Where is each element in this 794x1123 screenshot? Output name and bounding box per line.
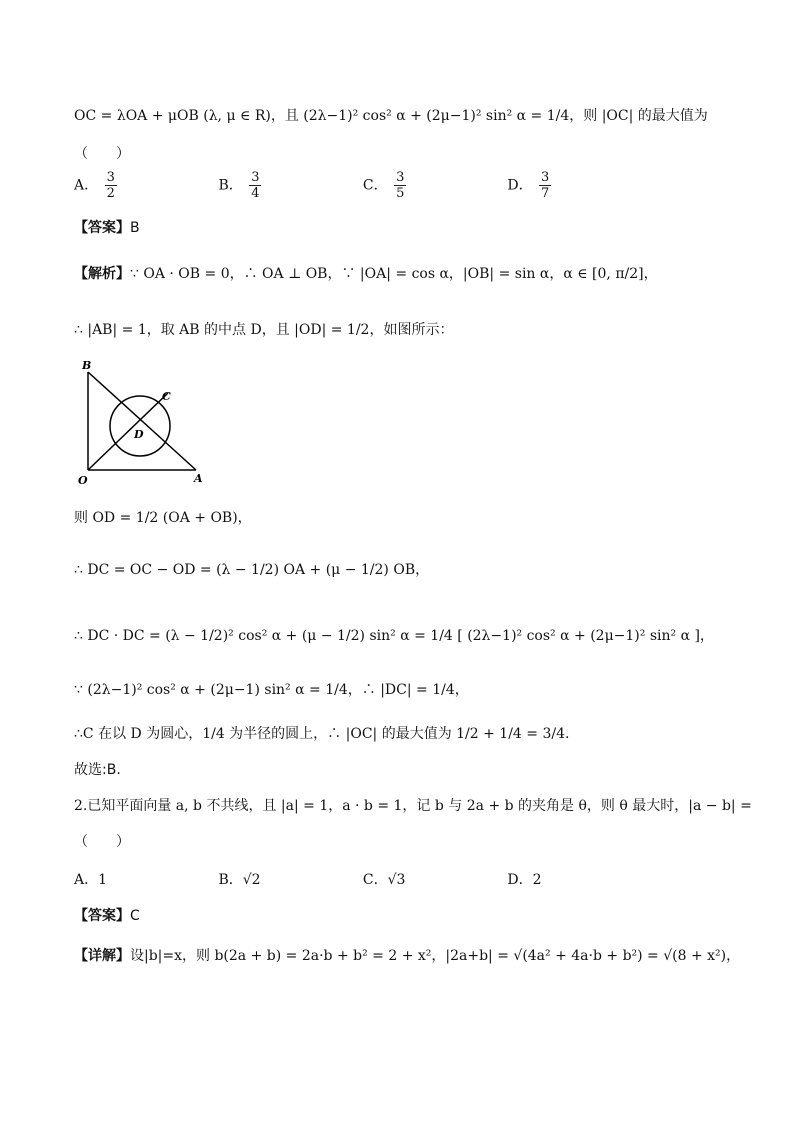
- label-o: O: [78, 474, 88, 487]
- q2-blank: （ ）: [74, 834, 130, 850]
- numerator: 3: [396, 170, 405, 185]
- q2-option-c[interactable]: [363, 870, 503, 890]
- segment-od: [88, 393, 168, 470]
- q1-option-a[interactable]: [74, 170, 214, 201]
- answer-tag: 【答案】: [74, 908, 130, 924]
- option-fraction: [249, 170, 261, 201]
- denominator: 4: [251, 186, 260, 201]
- q2-stem: 2.已知平面向量 a, b 不共线，且 |a| = 1，a · b = 1，记 b 与 2a + b 的夹角是 θ，则 θ 最大时，|a − b| =: [74, 798, 752, 814]
- q1-line7: ∴C 在以 D 为圆心，1/4 为半径的圆上，∴ |OC| 的最大值为 1/2 + 1/4 = 3/4.: [74, 726, 570, 742]
- label-d: D: [134, 428, 144, 441]
- q1-analysis-line1: [74, 264, 658, 284]
- option-fraction: [394, 170, 406, 201]
- q1-answer-line: [74, 218, 140, 238]
- circle-d: [110, 396, 170, 456]
- option-value: 1: [98, 872, 108, 888]
- q2-answer-line: [74, 906, 140, 926]
- option-fraction: [105, 170, 117, 201]
- detail-tag: 【详解】: [74, 948, 130, 964]
- numerator: 3: [541, 170, 550, 185]
- answer-value: C: [130, 908, 140, 924]
- q1-option-d[interactable]: [507, 170, 647, 201]
- option-label: D．: [507, 872, 533, 888]
- option-value: √2: [242, 872, 261, 888]
- q1-line4: ∴ DC = OC − OD = (λ − 1/2) OA + (μ − 1/2) OB，: [74, 562, 430, 578]
- option-value: 2: [532, 872, 542, 888]
- option-value: √3: [387, 872, 406, 888]
- option-label: C．: [362, 177, 388, 194]
- q2-option-b[interactable]: [218, 870, 358, 890]
- label-a: A: [194, 472, 203, 485]
- option-label: B．: [218, 177, 243, 194]
- q1-stem-text: OC = λOA + μOB (λ, μ ∈ R)，且 (2λ−1)² cos² α + (2μ−1)² sin² α = 1/4，则 |OC| 的最大值为: [74, 108, 708, 124]
- option-label: B．: [218, 872, 243, 888]
- answer-tag: 【答案】: [74, 220, 130, 236]
- denominator: 7: [541, 186, 550, 201]
- denominator: 5: [396, 186, 405, 201]
- option-label: D．: [507, 177, 533, 194]
- numerator: 3: [251, 170, 260, 185]
- q2-option-d[interactable]: [507, 870, 647, 890]
- q2-detail-line: [74, 946, 740, 966]
- option-label: A．: [74, 872, 99, 888]
- label-b: B: [82, 359, 92, 372]
- q1-line6: ∵ (2λ−1)² cos² α + (2μ−1) sin² α = 1/4，∴ |DC| = 1/4，: [74, 682, 469, 698]
- q1-options: [74, 170, 647, 201]
- q1-analysis-line2: ∴ |AB| = 1，取 AB 的中点 D，且 |OD| = 1/2，如图所示：: [74, 322, 454, 338]
- q1-stem: [74, 106, 708, 126]
- option-label: A．: [74, 177, 99, 194]
- label-c: C: [162, 390, 171, 403]
- answer-value: B: [130, 220, 140, 236]
- q1-line5: ∴ DC · DC = (λ − 1/2)² cos² α + (μ − 1/2) sin² α = 1/4 [ (2λ−1)² cos² α + (2μ−1)² sin² α ]，: [74, 628, 714, 644]
- denominator: 2: [106, 186, 115, 201]
- detail-text: 设|b|=x，则 b(2a + b) = 2a·b + b² = 2 + x²，|2a+b| = √(4a² + 4a·b + b²) = √(8 + x²)，: [130, 948, 741, 964]
- q2-options: [74, 870, 647, 890]
- option-fraction: [539, 170, 551, 201]
- q1-option-b[interactable]: [218, 170, 358, 201]
- geometry-figure: [74, 358, 214, 488]
- q1-option-c[interactable]: [363, 170, 503, 201]
- analysis-text: ∵ OA · OB = 0，∴ OA ⊥ OB，∵ |OA| = cos α，|OB| = sin α，α ∈ [0, π/2]，: [130, 266, 658, 282]
- numerator: 3: [106, 170, 115, 185]
- q1-blank: （ ）: [74, 146, 130, 162]
- q1-line3: 则 OD = 1/2 (OA + OB)，: [74, 510, 252, 526]
- analysis-tag: 【解析】: [74, 266, 130, 282]
- q2-option-a[interactable]: [74, 870, 214, 890]
- option-label: C．: [362, 872, 388, 888]
- q1-conclusion: 故选:B.: [74, 762, 121, 778]
